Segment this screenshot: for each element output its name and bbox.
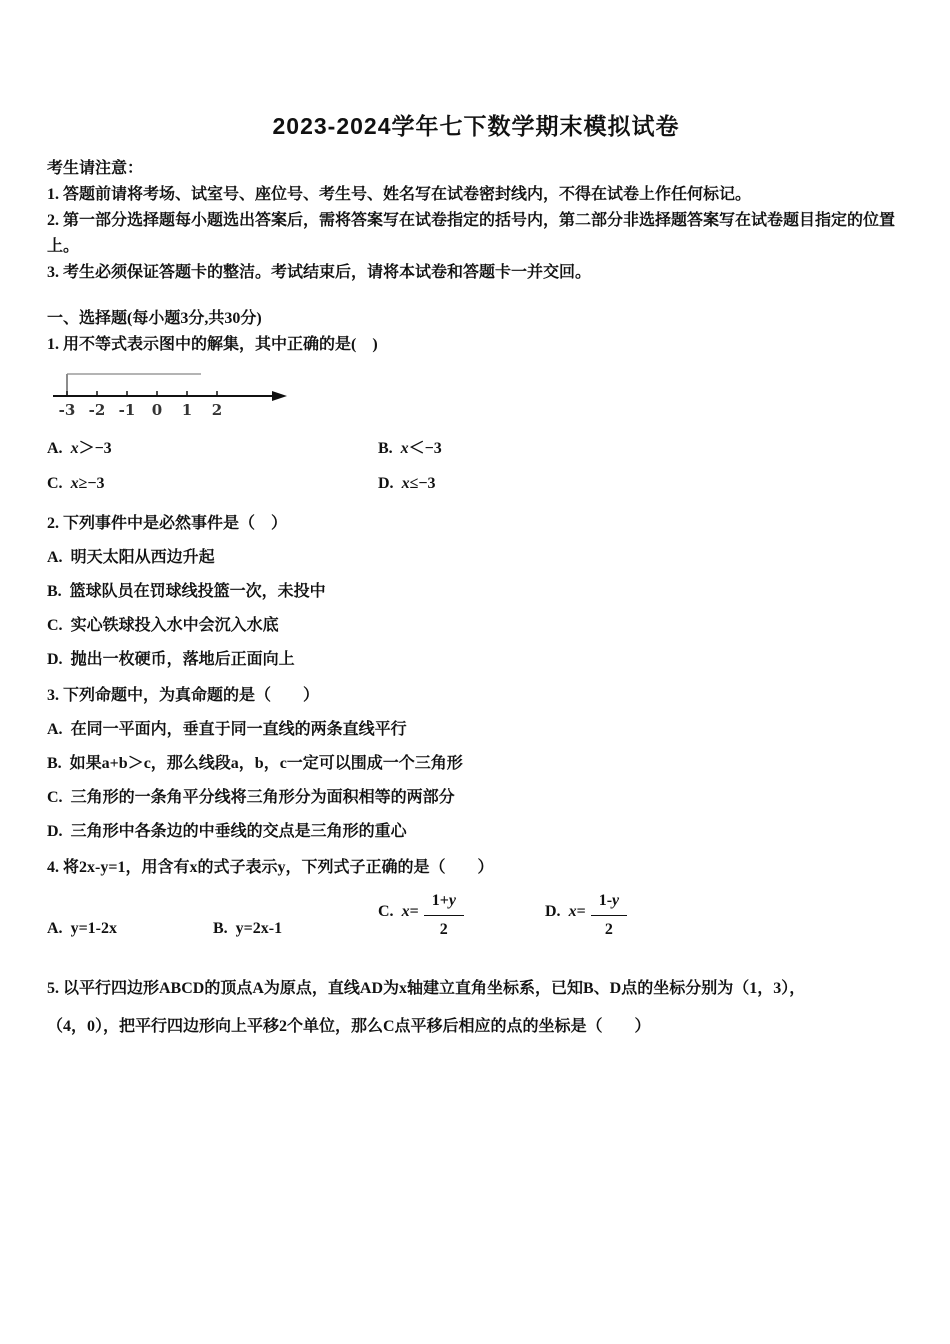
question-4-stem: 4. 将2x-y=1，用含有x的式子表示y，下列式子正确的是（ ） xyxy=(47,859,494,876)
fraction xyxy=(591,889,627,942)
option-text: y=1-2x xyxy=(70,920,118,937)
fraction-denominator: 2 xyxy=(604,921,613,938)
math-variable: x xyxy=(70,440,79,457)
question-2-option-d xyxy=(47,647,905,673)
option-expression: ≤−3 xyxy=(409,475,436,492)
question-1-stem: 1. 用不等式表示图中的解集，其中正确的是( ) xyxy=(47,336,378,353)
option-text: 三角形中各条边的中垂线的交点是三角形的重心 xyxy=(70,823,407,840)
equals-sign: = xyxy=(576,903,586,920)
option-letter: C. xyxy=(47,617,63,634)
option-text: 篮球队员在罚球线投篮一次，未投中 xyxy=(69,583,326,600)
option-letter: B. xyxy=(213,920,228,937)
math-variable: x xyxy=(401,903,410,920)
option-letter: C. xyxy=(378,903,394,920)
fraction-numerator xyxy=(424,889,464,916)
question-4-option-a xyxy=(47,916,213,946)
numerator-constant: 1+ xyxy=(431,892,449,909)
axis-arrow xyxy=(272,391,287,401)
question-2-stem: 2. 下列事件中是必然事件是（ ） xyxy=(47,515,288,532)
option-letter: A. xyxy=(47,440,63,457)
option-letter: D. xyxy=(47,823,63,840)
option-letter: B. xyxy=(378,440,393,457)
question-5-stem xyxy=(47,970,905,1046)
tick-label: -2 xyxy=(88,401,106,419)
question-4-options xyxy=(47,889,905,946)
option-text: y=2x-1 xyxy=(235,920,283,937)
fraction-denominator: 2 xyxy=(439,921,448,938)
option-letter: D. xyxy=(47,651,63,668)
number-line-figure xyxy=(53,370,288,422)
question-5-stem-line1: 5. 以平行四边形ABCD的顶点A为原点，直线AD为x轴建立直角坐标系，已知B、D点的坐标分别为（1，3）， xyxy=(47,980,806,997)
question-3-option-c xyxy=(47,785,905,811)
notice-item-2: 2. 第一部分选择题每小题选出答案后，需将答案写在试卷指定的括号内，第二部分非选择题答案写在试卷题目指定的位置上。 xyxy=(47,212,896,255)
question-3-option-d xyxy=(47,819,905,845)
math-variable: y xyxy=(612,892,620,909)
notice-block xyxy=(47,156,905,286)
question-2-option-a xyxy=(47,545,905,571)
question-2-option-b xyxy=(47,579,905,605)
notice-item-3: 3. 考生必须保证答题卡的整洁。考试结束后，请将本试卷和答题卡一并交回。 xyxy=(47,264,592,281)
option-letter: C. xyxy=(47,475,63,492)
option-text: 如果a+b＞c，那么线段a，b，c一定可以围成一个三角形 xyxy=(69,755,463,772)
question-3-option-a xyxy=(47,717,905,743)
tick-label: 0 xyxy=(151,401,163,419)
notice-item-1: 1. 答题前请将考场、试室号、座位号、考生号、姓名写在试卷密封线内，不得在试卷上作任何标记。 xyxy=(47,186,752,203)
option-letter: A. xyxy=(47,920,63,937)
equals-sign: = xyxy=(409,903,419,920)
option-text: 明天太阳从西边升起 xyxy=(70,549,215,566)
tick-label: 2 xyxy=(211,401,223,419)
option-expression: ＞−3 xyxy=(78,440,112,457)
question-4-option-c xyxy=(378,889,545,946)
option-letter: C. xyxy=(47,789,63,806)
tick-label: -3 xyxy=(58,401,76,419)
option-text: 抛出一枚硬币，落地后正面向上 xyxy=(70,651,295,668)
notice-heading: 考生请注意： xyxy=(47,160,144,177)
question-1-option-c xyxy=(47,471,378,497)
option-letter: B. xyxy=(47,755,62,772)
question-5-stem-line2: （4，0），把平行四边形向上平移2个单位，那么C点平移后相应的点的坐标是（ ） xyxy=(47,1018,651,1035)
option-letter: B. xyxy=(47,583,62,600)
section-heading: 一、选择题(每小题3分,共30分) xyxy=(47,310,262,327)
option-text: 三角形的一条角平分线将三角形分为面积相等的两部分 xyxy=(70,789,455,806)
question-4-option-d xyxy=(545,889,627,946)
option-letter: D. xyxy=(378,475,394,492)
question-4-option-b xyxy=(213,916,378,946)
tick-label: 1 xyxy=(181,401,193,419)
math-variable: x xyxy=(401,475,410,492)
math-variable: y xyxy=(448,892,456,909)
page-title: 2023-2024学年七下数学期末模拟试卷 xyxy=(272,113,680,139)
fraction xyxy=(424,889,464,942)
math-variable: x xyxy=(70,475,79,492)
question-2-option-c xyxy=(47,613,905,639)
option-expression: ≥−3 xyxy=(78,475,105,492)
question-1-option-b xyxy=(378,436,905,462)
option-letter: A. xyxy=(47,721,63,738)
option-expression: ＜−3 xyxy=(408,440,442,457)
question-3-stem: 3. 下列命题中，为真命题的是（ ） xyxy=(47,687,320,704)
math-variable: x xyxy=(568,903,577,920)
math-variable: x xyxy=(400,440,409,457)
question-1-option-d xyxy=(378,471,905,497)
numerator-constant: 1- xyxy=(598,892,613,909)
fraction-numerator xyxy=(591,889,627,916)
option-letter: D. xyxy=(545,903,561,920)
question-3-option-b xyxy=(47,751,905,777)
tick-label: -1 xyxy=(118,401,136,419)
option-letter: A. xyxy=(47,549,63,566)
question-1-options xyxy=(47,436,905,497)
option-text: 实心铁球投入水中会沉入水底 xyxy=(70,617,279,634)
option-text: 在同一平面内，垂直于同一直线的两条直线平行 xyxy=(70,721,407,738)
question-1-option-a xyxy=(47,436,378,462)
